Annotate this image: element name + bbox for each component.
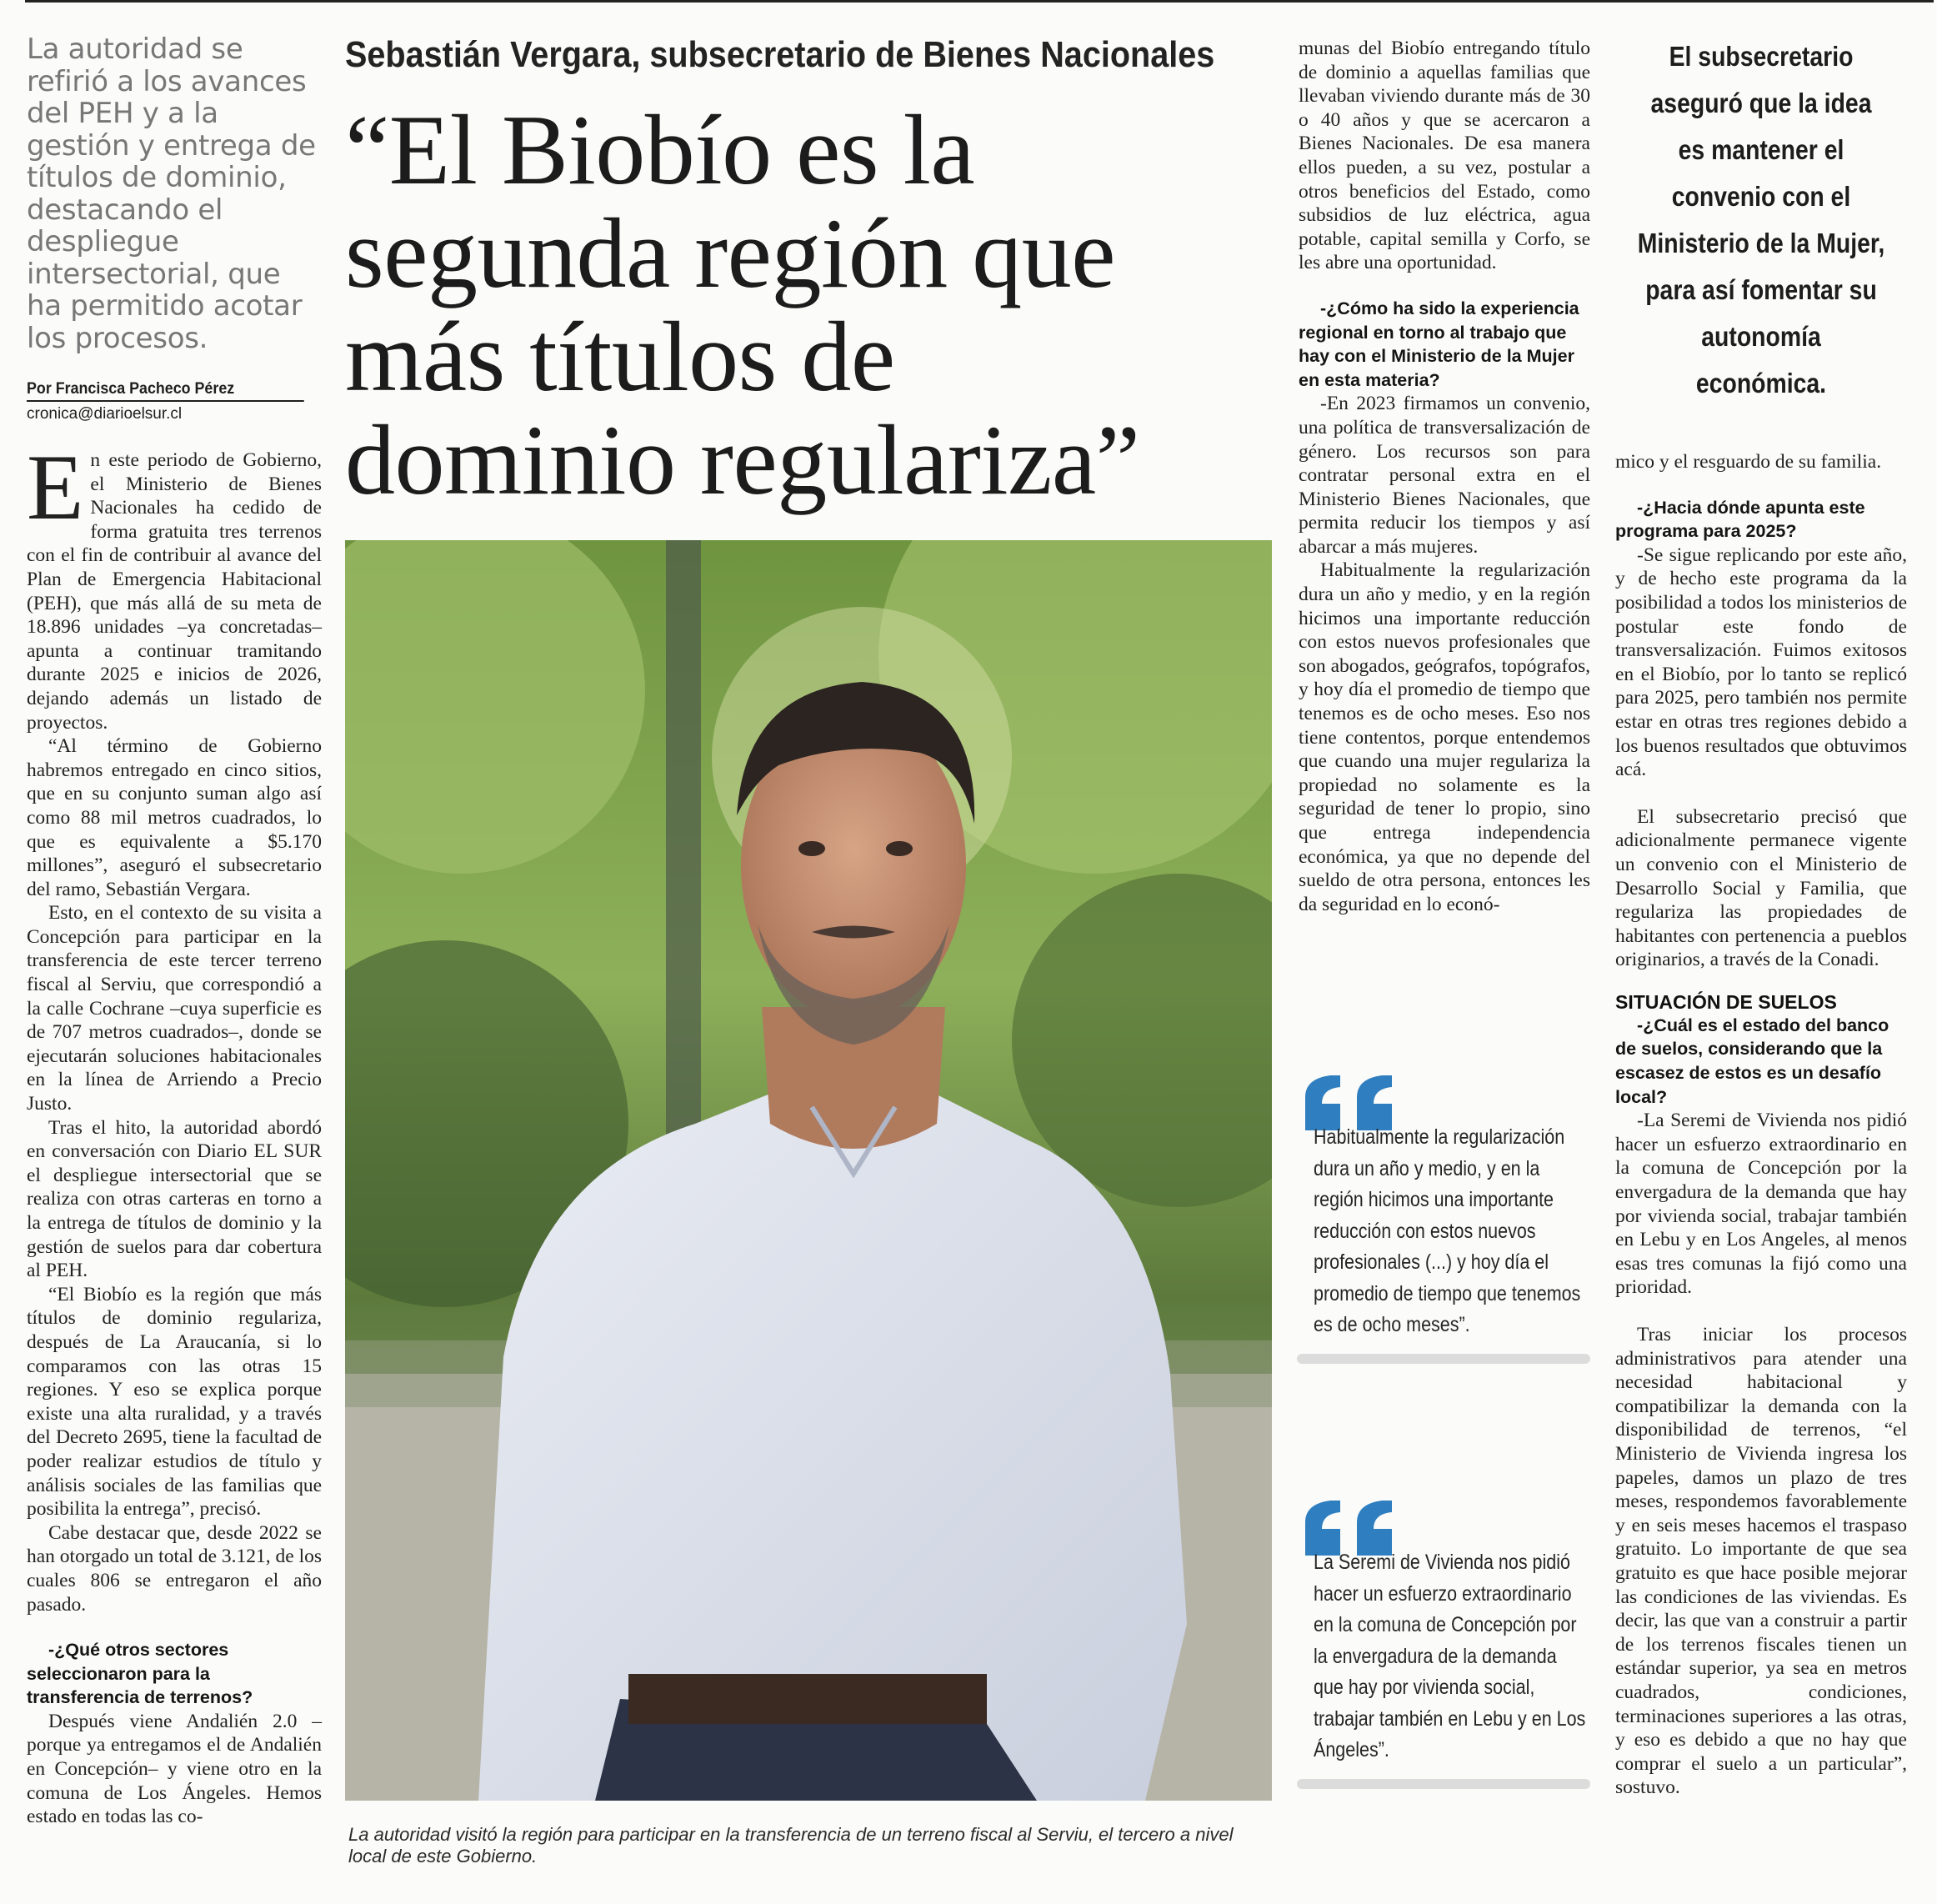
paragraph: En este periodo de Gobierno, el Ministerio de Bienes Nacionales ha cedido de forma gratuita tres terrenos con el fin de contribuir al avance del Plan de Emergencia Habitacional (PEH), que más allá de su meta de 18.896 unidades –ya concretadas– apunta a continuar tramitando durante 2025 e inicios de 2026, dejando además un listado de proyectos. xyxy=(27,436,322,734)
paragraph: -La Seremi de Vivienda nos pidió hacer un esfuerzo extraordinario en la comuna de Concepción por la envergadura de la demanda que hay por vivienda social, trabajar también en Lebu y en Los Angeles, al menos esas tres comunas la fijó como una prioridad. xyxy=(1615,1110,1907,1299)
paragraph: -En 2023 firmamos un convenio, una política de transversalización de género. Los recursos son para contratar personal extra en el Ministerio Bienes Nacionales, que permita reducir los tiempos y así abarcar a más mujeres. xyxy=(1299,393,1590,558)
paragraph: -Se sigue replicando por este año, y de hecho este programa da la posibilidad a todos los ministerios de postular este fondo de transversalización. Fuimos exitosos en el Biobío, por lo tanto se replicó para 2025, pero también nos permite estar en otras tres regiones debido a los buenos resultados que obtuvimos acá. xyxy=(1615,544,1907,781)
paragraph: Esto, en el contexto de su visita a Concepción para participar en la transferencia de este tercer terreno fiscal al Serviu, que correspondió a la calle Cochrane –cuya superficie es de 707 metros cuadrados–, donde se ejecutarán soluciones habitacionales en la línea de Arriendo a Precio Justo. xyxy=(27,902,322,1115)
section-subhead: SITUACIÓN DE SUELOS xyxy=(1615,990,1837,1013)
paragraph: Tras el hito, la autoridad abordó en conversación con Diario EL SUR el despliegue intersectorial que se realiza con otras carteras en torno a la entrega de títulos de dominio y la gestión de suelos para dar cobertura al PEH. xyxy=(27,1116,322,1282)
headline-line: más títulos de xyxy=(345,301,895,412)
author-email[interactable]: cronica@diarioelsur.cl xyxy=(27,405,183,423)
kicker: Sebastián Vergara, subsecretario de Bienes Nacionales xyxy=(345,34,1215,75)
headline-line: dominio regulariza” xyxy=(345,404,1140,515)
interview-question: -¿Hacia dónde apunta este programa para 2025? xyxy=(1615,497,1865,542)
headline-line: “El Biobío es la xyxy=(345,94,975,205)
quote-divider xyxy=(1297,1354,1590,1364)
portrait-photo xyxy=(345,540,1272,1801)
headline xyxy=(345,94,1279,515)
paragraph: “El Biobío es la región que más títulos de dominio regulariza, después de La Araucanía, si lo comparamos con las otras 15 regiones. Y eso se explica porque existe una alta ruralidad, y a través del Decreto 2695, tiene la facultad de poder realizar estudios de título y análisis sociales de las familias que posibilita la entrega”, precisó. xyxy=(27,1283,322,1521)
interview-question: -¿Cómo ha sido la experiencia regional en torno al trabajo que hay con el Ministerio de la Mujer en esta materia? xyxy=(1299,298,1579,390)
paragraph: El subsecretario precisó que adicionalmente permanece vigente un convenio con el Ministerio de Desarrollo Social y Familia, que regulariza las propiedades de habitantes con pertenencia a pueblos originarios, a través de la Conadi. xyxy=(1615,805,1907,971)
top-rule xyxy=(25,0,1934,3)
column-1 xyxy=(27,436,322,1829)
pull-quote-text: Habitualmente la regularización dura un año y medio, y en la región hicimos una importante reducción con estos nuevos profesionales (...) y hoy día el promedio de tiempo que tenemos es de ocho meses”. xyxy=(1314,1125,1581,1336)
article-lede: La autoridad se refirió a los avances del PEH y a la gestión y entrega de títulos de dominio, destacando el despliegue intersectorial, que ha permitido acotar los procesos. xyxy=(27,33,316,355)
pull-quote-2 xyxy=(1297,1497,1590,1789)
paragraph: Tras iniciar los procesos administrativos para atender una necesidad habitacional y compatibilizar la demanda con la disponibilidad de terrenos, “el Ministerio de Vivienda ingresa los papeles, damos un plazo de tres meses, respondemos favorablemente y en seis meses hacemos el traspaso gratuito. Lo importante de que sea gratuito es que hace posible mejorar las condiciones de las viviendas. Es decir, las que van a construir a partir de los terrenos fiscales tienen un estándar superior, ya sea en metros cuadrados, condiciones, terminaciones superiores a las otras, y eso es debido a que no hay que comprar el suelo a un particular”, sostuvo. xyxy=(1615,1324,1907,1799)
paragraph: Cabe destacar que, desde 2022 se han otorgado un total de 3.121, de los cuales 806 se entregaron el año pasado. xyxy=(27,1521,322,1616)
paragraph: mico y el resguardo de su familia. xyxy=(1615,451,1882,473)
quote-divider xyxy=(1297,1779,1590,1789)
pull-quote-1 xyxy=(1297,1072,1590,1364)
interview-question: -¿Qué otros sectores seleccionaron para la transferencia de terrenos? xyxy=(27,1640,253,1708)
column-3 xyxy=(1299,37,1590,916)
paragraph: Habitualmente la regularización dura un año y medio, y en la región hicimos una importante reducción con estos nuevos profesionales que son abogados, geógrafos, topógrafos, y hoy día el promedio de tiempo que tenemos es de ocho meses. Eso nos tiene contentos, porque entendemos que cuando una mujer regulariza la propiedad no solamente es la seguridad de tener lo propio, sino que entrega independencia económica, ya que no depende del sueldo de otra persona, entonces les da seguridad en lo econó- xyxy=(1299,559,1590,915)
headline-line: segunda región que xyxy=(345,198,1116,308)
photo-caption: La autoridad visitó la región para participar en la transferencia de un terreno fiscal al Serviu, el tercero a nivel local de este Gobierno. xyxy=(348,1824,1234,1866)
column-4 xyxy=(1615,450,1907,1800)
pull-quote-text: La Seremi de Vivienda nos pidió hacer un esfuerzo extraordinario en la comuna de Concepción por la envergadura de la demanda que hay por vivienda social, trabajar también en Lebu y en Los Ángeles”. xyxy=(1314,1551,1586,1761)
paragraph: “Al término de Gobierno habremos entregado en cinco sitios, que en su conjunto suman algo así como 88 mil metros cuadrados, lo que es equivalente a $5.170 millones”, aseguró el subsecretario del ramo, Sebastián Vergara. xyxy=(27,735,322,900)
paragraph: munas del Biobío entregando título de dominio a aquellas familias que llevaban viviendo durante más de 30 o 40 años y que se acercaron a Bienes Nacionales. De esa manera ellos pueden, a su vez, postular a otros beneficios del Estado, como subsidios de luz eléctrica, agua potable, capital semilla y Corfo, se les abre una oportunidad. xyxy=(1299,38,1590,274)
drop-cap: E xyxy=(27,436,84,539)
paragraph: Después viene Andalién 2.0 –porque ya entregamos el de Andalién en Concepción– y viene otro en la comuna de Los Ángeles. Hemos estado en todas las co- xyxy=(27,1710,322,1828)
interview-question: -¿Cuál es el estado del banco de suelos, considerando que la escasez de estos es un desafío local? xyxy=(1615,1015,1889,1107)
highlight-quote: El subsecretario aseguró que la idea es mantener el convenio con el Ministerio de la Mujer, para así fomentar su autonomía económica. xyxy=(1637,41,1885,398)
byline: Por Francisca Pacheco Pérez xyxy=(27,380,304,402)
